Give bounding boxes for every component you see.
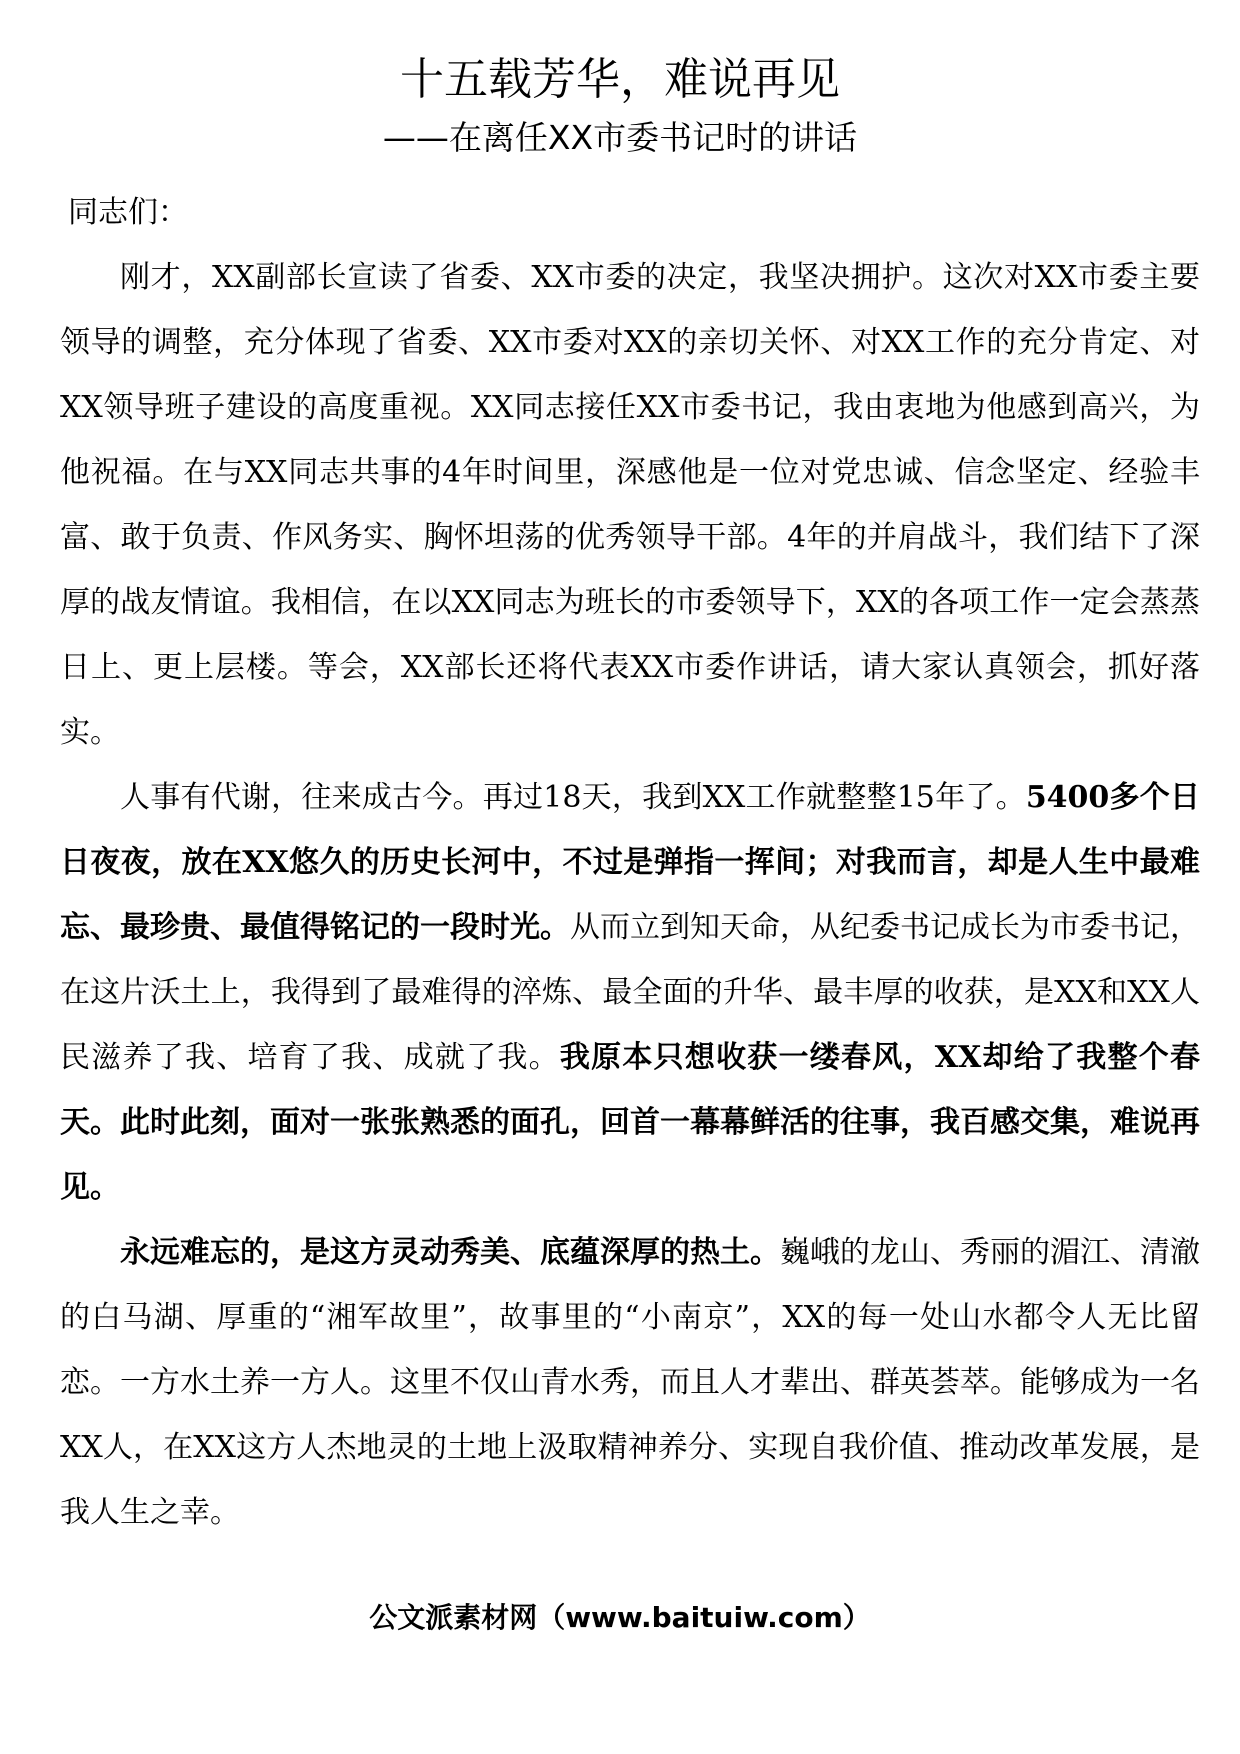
paragraph-2-bold-a: 5400多个日日夜夜，放在XX悠久的历史长河中，不过是弹指一挥间；对我而言，却是人生中最难忘、最珍贵、最值得铭记的一段时光。 <box>60 780 1201 945</box>
paragraph-2-bold-b: 我原本只想收获一缕春风，XX却给了我整个春天。此时此刻，面对一张张熟悉的面孔，回首一幕幕鲜活的往事，我百感交集，难说再见。 <box>60 1040 1200 1205</box>
document-subtitle: ——在离任XX市委书记时的讲话 <box>382 118 858 157</box>
paragraph-2-text-b: 从而立到知天命，从纪委书记成长为市委书记，在这片沃土上，我得到了最难得的淬炼、最全面的升华、最丰厚的收获，是XX和XX人民滋养了我、培育了我、成就了我。 <box>60 910 1200 1075</box>
document-title: 十五载芳华，难说再见 <box>400 54 840 105</box>
paragraph-2 <box>60 765 1200 1220</box>
paragraph-3 <box>60 1220 1200 1545</box>
salutation: 同志们： <box>68 195 188 230</box>
document-body <box>60 180 1200 1545</box>
paragraph-3-bold: 永远难忘的，是这方灵动秀美、底蕴深厚的热土。 <box>120 1235 780 1270</box>
paragraph-1 <box>60 245 1200 765</box>
footer-source: 公文派素材网（www.baituiw.com） <box>369 1601 871 1634</box>
paragraph-2-text-a: 人事有代谢，往来成古今。再过18天，我到XX工作就整整15年了。 <box>120 780 1026 815</box>
paragraph-3-text: 巍峨的龙山、秀丽的湄江、清澈的白马湖、厚重的“湘军故里”，故事里的“小南京”，XX的每一处山水都令人无比留恋。一方水土养一方人。这里不仅山青水秀，而且人才辈出、群英荟萃。能够成为一名XX人，在XX这方人杰地灵的土地上汲取精神养分、实现自我价值、推动改革发展，是我人生之幸。 <box>60 1235 1200 1530</box>
paragraph-1-text: 刚才，XX副部长宣读了省委、XX市委的决定，我坚决拥护。这次对XX市委主要领导的调整，充分体现了省委、XX市委对XX的亲切关怀、对XX工作的充分肯定、对XX领导班子建设的高度重视。XX同志接任XX市委书记，我由衷地为他感到高兴，为他祝福。在与XX同志共事的4年时间里，深感他是一位对党忠诚、信念坚定、经验丰富、敢于负责、作风务实、胸怀坦荡的优秀领导干部。4年的并肩战斗，我们结下了深厚的战友情谊。我相信，在以XX同志为班长的市委领导下，XX的各项工作一定会蒸蒸日上、更上层楼。等会，XX部长还将代表XX市委作讲话，请大家认真领会，抓好落实。 <box>60 260 1200 750</box>
